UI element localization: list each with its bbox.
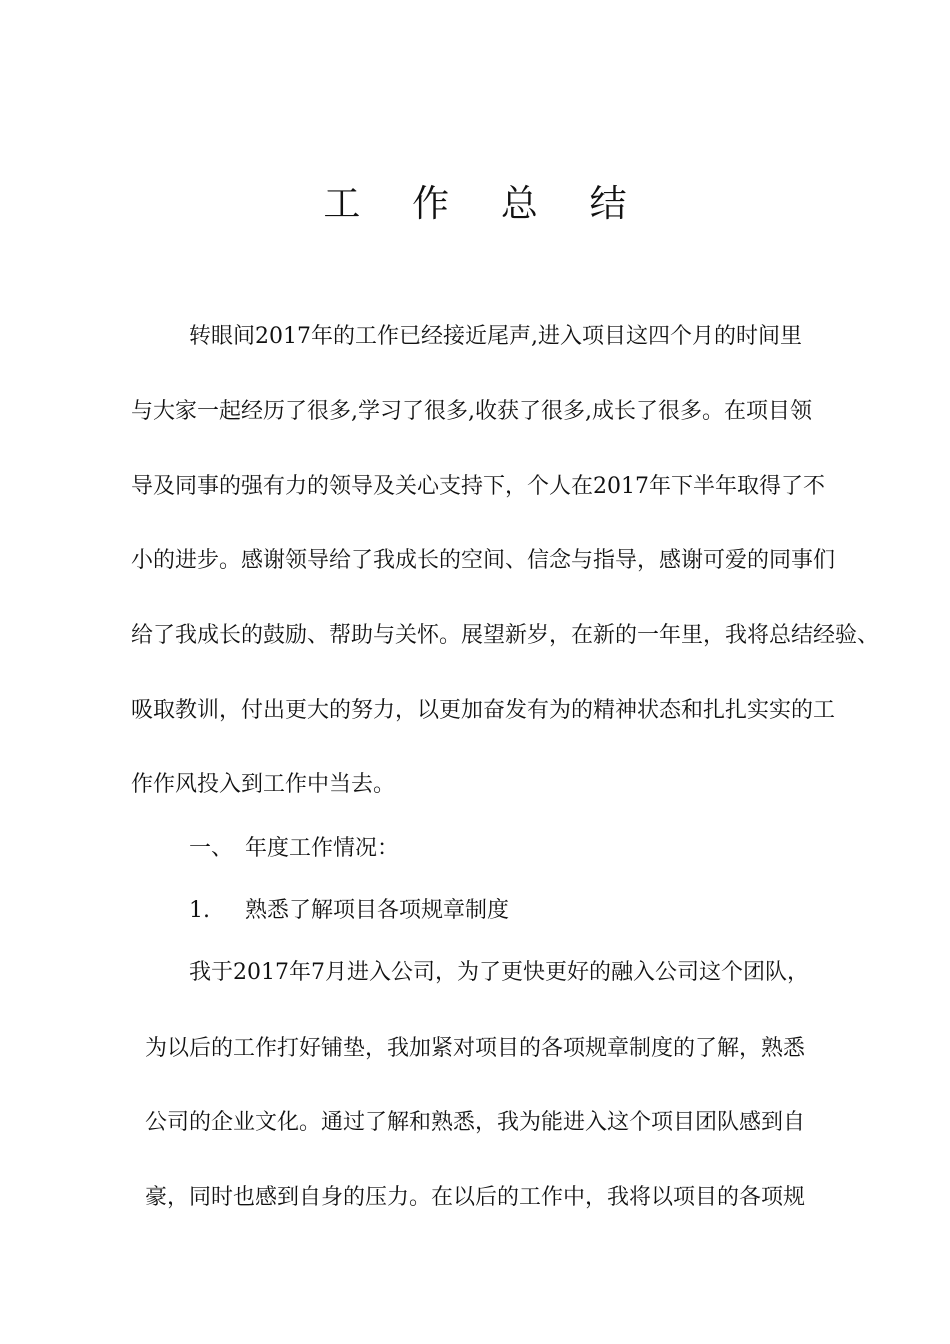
body-line: 为以后的工作打好铺垫，我加紧对项目的各项规章制度的了解，熟悉 xyxy=(145,1036,806,1061)
subsection-number: 1. xyxy=(189,898,210,923)
subsection-heading xyxy=(189,896,509,926)
section-heading xyxy=(189,834,399,864)
intro-line: 作作风投入到工作中当去。 xyxy=(131,772,396,797)
intro-line: 导及同事的强有力的领导及关心支持下，个人在2017年下半年取得了不 xyxy=(131,474,825,499)
body-line: 豪，同时也感到自身的压力。在以后的工作中，我将以项目的各项规 xyxy=(145,1185,806,1210)
section-title: 年度工作情况： xyxy=(245,836,400,861)
intro-line: 小的进步。感谢领导给了我成长的空间、信念与指导，感谢可爱的同事们 xyxy=(131,548,836,573)
section-number: 一、 xyxy=(189,836,234,861)
intro-line: 转眼间2017年的工作已经接近尾声,进入项目这四个月的时间里 xyxy=(189,324,802,349)
document-title: 工 作 总 结 xyxy=(323,182,647,225)
intro-line: 吸取教训，付出更大的努力，以更加奋发有为的精神状态和扎扎实实的工 xyxy=(131,698,836,723)
intro-line: 与大家一起经历了很多,学习了很多,收获了很多,成长了很多。在项目领 xyxy=(131,399,812,424)
subsection-title: 熟悉了解项目各项规章制度 xyxy=(245,898,510,923)
intro-line: 给了我成长的鼓励、帮助与关怀。展望新岁，在新的一年里，我将总结经验、 xyxy=(131,623,880,648)
body-line: 公司的企业文化。通过了解和熟悉，我为能进入这个项目团队感到自 xyxy=(145,1110,806,1135)
body-line: 我于2017年7月进入公司，为了更快更好的融入公司这个团队， xyxy=(189,960,809,985)
